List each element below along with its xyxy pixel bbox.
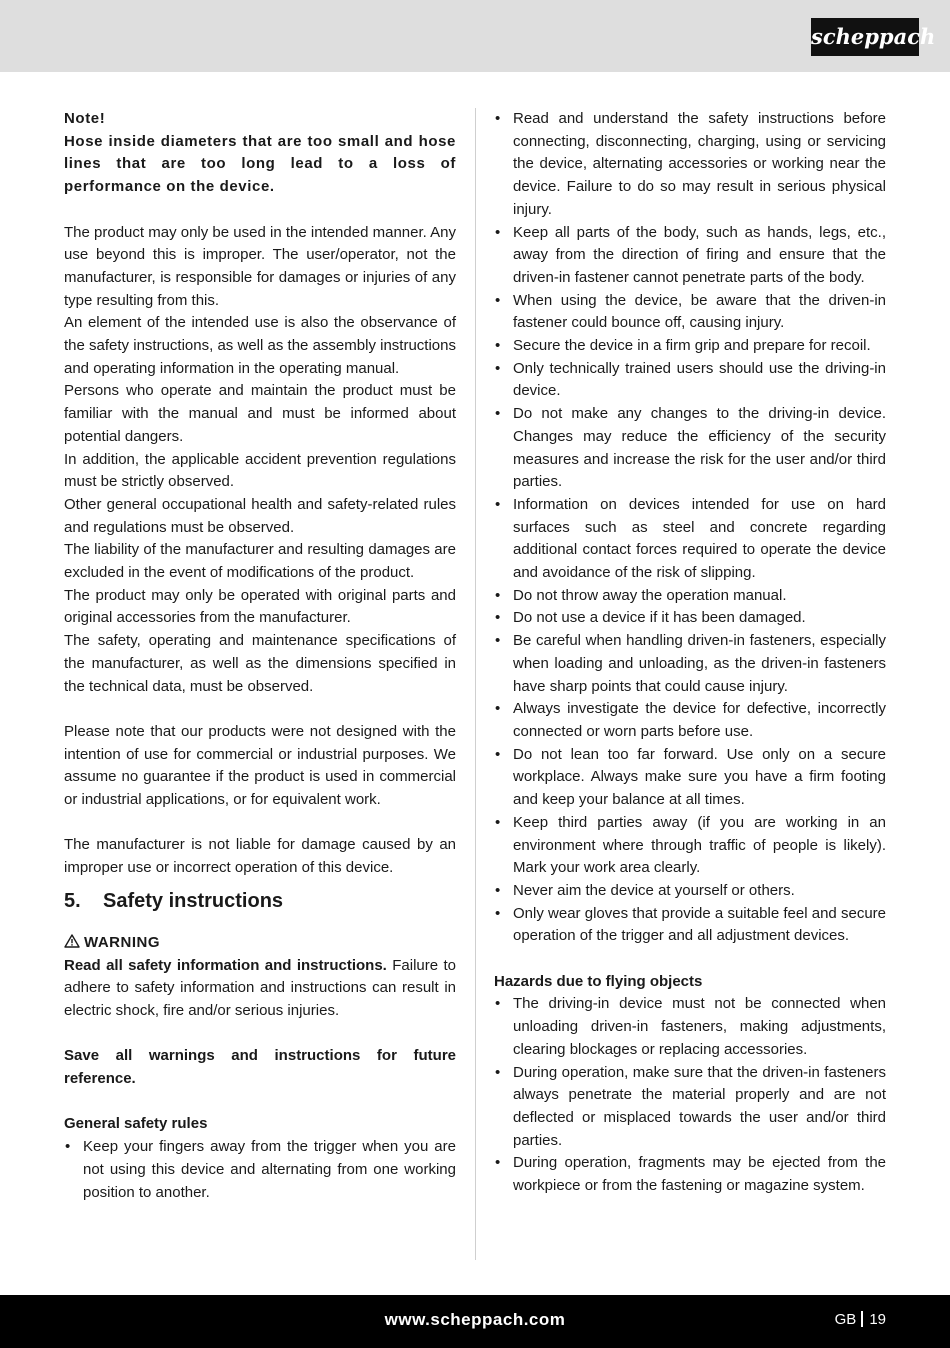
flying-objects-list [494, 993, 886, 1197]
warning-lead: Read all safety information and instructions. [64, 956, 387, 974]
paragraph: An element of the intended use is also the observance of the safety instructions, as well as the assembly instructions and operating information in the operating manual. [64, 314, 456, 377]
paragraph: Other general occupational health and safety-related rules and regulations must be observed. [64, 495, 456, 536]
list-item: • Only technically trained users should use the driving-in device. [494, 358, 886, 403]
list-item: • Read and understand the safety instructions before connecting, disconnecting, charging, using or servicing the device, alternating accessories or working near the device. Failure to do so may result in serious physical injury. [494, 108, 886, 222]
list-item: • Be careful when handling driven-in fasteners, especially when loading and unloading, as the driven-in fasteners have sharp points that could cause injury. [494, 630, 886, 698]
list-item: • Keep your fingers away from the trigger when you are not using this device and alternating from one working position to another. [64, 1136, 456, 1204]
save-warnings-note: Save all warnings and instructions for future reference. [64, 1047, 456, 1088]
list-item: • Only wear gloves that provide a suitable feel and secure operation of the trigger and all adjustment devices. [494, 903, 886, 948]
page-footer [0, 1295, 950, 1348]
list-item: • Do not use a device if it has been damaged. [494, 607, 886, 630]
list-item: • Keep all parts of the body, such as hands, legs, etc., away from the direction of firing and ensure that the driven-in fastener cannot penetrate parts of the body. [494, 222, 886, 290]
list-item: • During operation, fragments may be ejected from the workpiece or from the fastening or magazine system. [494, 1152, 886, 1197]
section-title: Safety instructions [103, 889, 284, 912]
paragraph: The product may only be used in the intended manner. Any use beyond this is improper. The user/operator, not the manufacturer, is responsible for damages or injuries of any type resulting from this. [64, 223, 456, 309]
section-heading [64, 888, 456, 914]
left-column [64, 108, 456, 1204]
language-code: GB [834, 1311, 857, 1328]
flying-objects-heading: Hazards due to flying objects [494, 972, 703, 990]
warning-rest: Failure to adhere to safety information and instructions can result in electric shock, fire and/or serious injuries. [64, 956, 456, 1019]
warning-text [64, 955, 456, 1023]
paragraph: The safety, operating and maintenance specifications of the manufacturer, as well as the dimensions specified in the technical data, must be observed. [64, 632, 456, 695]
paragraph: The manufacturer is not liable for damage caused by an improper use or incorrect operation of this device. [64, 836, 456, 877]
list-item: • Secure the device in a firm grip and prepare for recoil. [494, 335, 886, 358]
right-column [494, 108, 886, 1198]
list-item: • Do not make any changes to the driving-in device. Changes may reduce the efficiency of the security measures and increase the risk for the user and/or third parties. [494, 403, 886, 494]
list-item: • Always investigate the device for defective, incorrectly connected or worn parts before use. [494, 698, 886, 743]
safety-rules-list [494, 108, 886, 948]
page-number-value: 19 [869, 1311, 886, 1328]
general-rules-list [64, 1136, 456, 1204]
warning-label: WARNING [84, 933, 160, 951]
column-divider [475, 108, 476, 1260]
paragraph: Persons who operate and maintain the product must be familiar with the manual and must be informed about potential dangers. [64, 382, 456, 445]
paragraph: The liability of the manufacturer and resulting damages are excluded in the event of modifications of the product. [64, 541, 456, 582]
paragraph: Please note that our products were not designed with the intention of use for commercial or industrial purposes. We assume no guarantee if the product is used in commercial or industrial applications, or for equivalent work. [64, 722, 456, 809]
note-title: Note! [64, 110, 106, 127]
list-item: • Do not throw away the operation manual. [494, 585, 886, 608]
brand-logo: scheppach [811, 18, 919, 56]
list-item: • The driving-in device must not be connected when unloading driven-in fasteners, making adjustments, clearing blockages or replacing accessories. [494, 993, 886, 1061]
page-header [0, 0, 950, 72]
list-item: • Do not lean too far forward. Use only on a secure workplace. Always make sure you have a firm footing and keep your balance at all times. [494, 744, 886, 812]
note-body: Hose inside diameters that are too small and hose lines that are too long lead to a loss of performance on the device. [64, 132, 456, 196]
separator-bar [861, 1311, 863, 1327]
warning-triangle-icon [64, 934, 80, 948]
paragraph: The product may only be operated with original parts and original accessories from the manufacturer. [64, 586, 456, 627]
list-item: • Keep third parties away (if you are working in an environment where through traffic of people is likely). Mark your work area clearly. [494, 812, 886, 880]
warning-heading [64, 932, 456, 955]
list-item: • Information on devices intended for use on hard surfaces such as steel and concrete regarding additional contact forces required to operate the device and avoidance of the risk of slipping. [494, 494, 886, 585]
page-number [835, 1311, 886, 1328]
paragraph: In addition, the applicable accident prevention regulations must be strictly observed. [64, 450, 456, 491]
general-rules-heading: General safety rules [64, 1115, 208, 1133]
list-item: • During operation, make sure that the driven-in fasteners always penetrate the material properly and are not deflected or misplaced towards the user and/or third parties. [494, 1062, 886, 1153]
list-item: • When using the device, be aware that the driven-in fastener could bounce off, causing injury. [494, 290, 886, 335]
list-item: • Never aim the device at yourself or others. [494, 880, 886, 903]
website-link[interactable]: www.scheppach.com [384, 1310, 566, 1329]
section-number: 5. [64, 889, 81, 912]
